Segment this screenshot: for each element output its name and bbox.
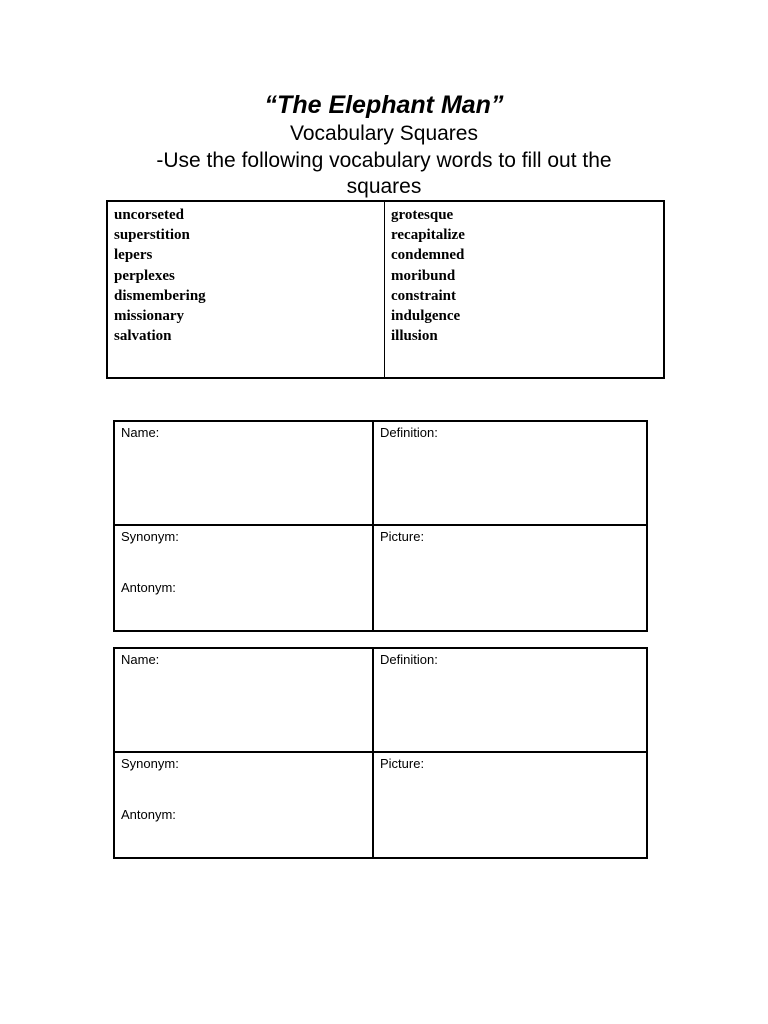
word-bank-item: superstition xyxy=(114,227,190,244)
word-bank-left-column xyxy=(108,202,385,377)
definition-cell[interactable] xyxy=(374,649,646,753)
picture-label: Picture: xyxy=(380,756,425,771)
word-bank-item: moribund xyxy=(391,267,456,284)
word-bank-item: salvation xyxy=(114,328,172,345)
word-bank-item: perplexes xyxy=(114,267,175,284)
picture-label: Picture: xyxy=(380,529,425,544)
word-bank-item: uncorseted xyxy=(114,207,184,223)
picture-cell[interactable] xyxy=(374,753,646,857)
synonym-antonym-cell[interactable] xyxy=(115,526,374,630)
synonym-antonym-cell[interactable] xyxy=(115,753,374,857)
name-cell[interactable] xyxy=(115,649,374,753)
word-bank-right-column xyxy=(385,202,663,377)
antonym-label: Antonym: xyxy=(121,807,176,822)
definition-cell[interactable] xyxy=(374,422,646,526)
picture-cell[interactable] xyxy=(374,526,646,630)
word-bank-item: constraint xyxy=(391,287,456,304)
word-bank-item: grotesque xyxy=(391,207,454,223)
word-bank-item: lepers xyxy=(114,247,153,264)
vocabulary-square-1 xyxy=(113,420,648,632)
word-bank-item: dismembering xyxy=(114,287,206,304)
word-bank-item: missionary xyxy=(114,308,185,325)
word-bank-item: condemned xyxy=(391,247,465,264)
vocabulary-square-2 xyxy=(113,647,648,859)
definition-label: Definition: xyxy=(380,425,438,440)
synonym-label: Synonym: xyxy=(121,529,179,544)
page-subtitle: Vocabulary Squares xyxy=(290,122,478,145)
page-title: “The Elephant Man” xyxy=(264,91,504,119)
synonym-label: Synonym: xyxy=(121,756,179,771)
antonym-label: Antonym: xyxy=(121,580,176,595)
word-bank-item: indulgence xyxy=(391,308,461,325)
word-bank-table xyxy=(106,200,665,379)
name-label: Name: xyxy=(121,652,160,667)
name-label: Name: xyxy=(121,425,160,440)
definition-label: Definition: xyxy=(380,652,438,667)
word-bank-item: recapitalize xyxy=(391,227,465,244)
name-cell[interactable] xyxy=(115,422,374,526)
instructions-text: -Use the following vocabulary words to fill out the squares xyxy=(156,149,612,198)
word-bank-item: illusion xyxy=(391,328,438,345)
